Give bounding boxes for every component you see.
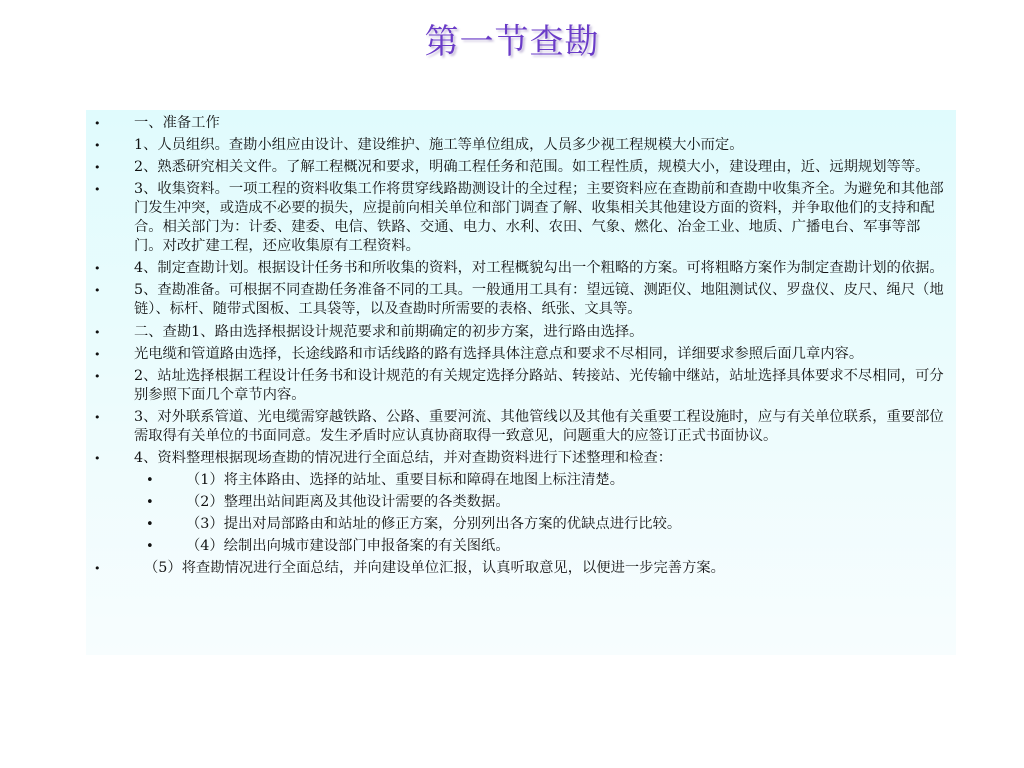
list-item-text: （1）将主体路由、选择的站址、重要目标和障碍在地图上标注清楚。 xyxy=(186,472,624,489)
list-item-text: 3、收集资料。一项工程的资料收集工作将贯穿线路勘测设计的全过程；主要资料应在查勘前和查勘中收集齐全。为避免和其他部门发生冲突，或造成不必要的损失，应提前向相关单位和部门调查了解、收集相关其他建设方面的资料，并争取他们的支持和配合。相关部门为：计委、建委、电信、铁路、交通、电力、水利、农田、气象、燃化、冶金工业、地质、广播电台、军事等部门。对改扩建工程，还应收集原有工程资料。 xyxy=(134,181,944,255)
list-item xyxy=(86,345,948,364)
list-item-text: 2、站址选择根据工程设计任务书和设计规范的有关规定选择分路站、转接站、光传输中继站，站址选择具体要求不尽相同，可分别参照下面几个章节内容。 xyxy=(134,367,944,403)
list-item xyxy=(86,281,948,319)
list-item xyxy=(86,136,948,155)
content-box xyxy=(86,110,956,655)
list-item-text: 二、查勘1、路由选择根据设计规范要求和前期确定的初步方案，进行路由选择。 xyxy=(134,323,644,340)
list-item xyxy=(86,367,948,405)
bullet-icon: • xyxy=(146,473,154,489)
list-item-text: 4、资料整理根据现场查勘的情况进行全面总结，并对查勘资料进行下述整理和检查： xyxy=(134,449,673,466)
bullet-icon: • xyxy=(146,539,154,555)
bullet-icon: • xyxy=(94,410,101,424)
list-item xyxy=(86,449,948,468)
list-item-text: （2）整理出站间距离及其他设计需要的各类数据。 xyxy=(186,494,510,511)
list-item-text: 3、对外联系管道、光电缆需穿越铁路、公路、重要河流、其他管线以及其他有关重要工程设施时，应与有关单位联系，重要部位需取得有关单位的书面同意。发生矛盾时应认真协商取得一致意见，问题重大的应签订正式书面协议。 xyxy=(134,408,944,444)
list-item xyxy=(86,559,948,578)
bullet-list xyxy=(86,114,948,578)
list-item xyxy=(86,408,948,446)
list-item xyxy=(86,323,948,342)
bullet-icon: • xyxy=(94,139,101,153)
list-item xyxy=(86,180,948,256)
sub-list-item xyxy=(86,471,948,490)
bullet-icon: • xyxy=(94,562,101,576)
list-item-text: （5）将查勘情况进行全面总结，并向建设单位汇报，认真听取意见，以便进一步完善方案。 xyxy=(144,560,725,577)
bullet-icon: • xyxy=(94,117,101,130)
list-item-text: 4、制定查勘计划。根据设计任务书和所收集的资料，对工程概貌勾出一个粗略的方案。可将粗略方案作为制定查勘计划的依据。 xyxy=(134,260,944,277)
list-item xyxy=(86,259,948,278)
list-item-text: 光电缆和管道路由选择，长途线路和市话线路的路有选择具体注意点和要求不尽相同，详细要求参照后面几章内容。 xyxy=(134,345,864,362)
list-item-text: 一、准备工作 xyxy=(134,115,220,131)
list-item-text: 2、熟悉研究相关文件。了解工程概况和要求，明确工程任务和范围。如工程性质，规模大小，建设理由，近、远期规划等等。 xyxy=(134,159,930,176)
sub-list-item xyxy=(86,493,948,512)
list-item-text: 5、查勘准备。可根据不同查勘任务准备不同的工具。一般通用工具有：望远镜、测距仪、地阻测试仪、罗盘仪、皮尺、绳尺（地链）、标杆、随带式图板、工具袋等，以及查勘时所需要的表格、纸张、文具等。 xyxy=(134,282,944,318)
bullet-icon: • xyxy=(146,517,154,533)
list-item-text: （4）绘制出向城市建设部门申报备案的有关图纸。 xyxy=(186,538,510,555)
sub-list-item xyxy=(86,537,948,556)
bullet-icon: • xyxy=(146,495,154,511)
list-item-text: 1、人员组织。查勘小组应由设计、建设维护、施工等单位组成，人员多少视工程规模大小而定。 xyxy=(134,137,744,154)
bullet-icon: • xyxy=(94,369,101,383)
bullet-icon: • xyxy=(94,325,101,339)
bullet-icon: • xyxy=(94,284,101,298)
bullet-icon: • xyxy=(94,451,101,465)
list-item xyxy=(86,158,948,177)
slide-title: 第一节查勘 xyxy=(424,22,600,62)
sub-list-item xyxy=(86,515,948,534)
bullet-icon: • xyxy=(94,347,101,361)
list-item xyxy=(86,114,948,133)
list-item-text: （3）提出对局部路由和站址的修正方案，分别列出各方案的优缺点进行比较。 xyxy=(186,516,682,533)
bullet-icon: • xyxy=(94,183,101,197)
bullet-icon: • xyxy=(94,262,101,276)
bullet-icon: • xyxy=(94,161,101,175)
